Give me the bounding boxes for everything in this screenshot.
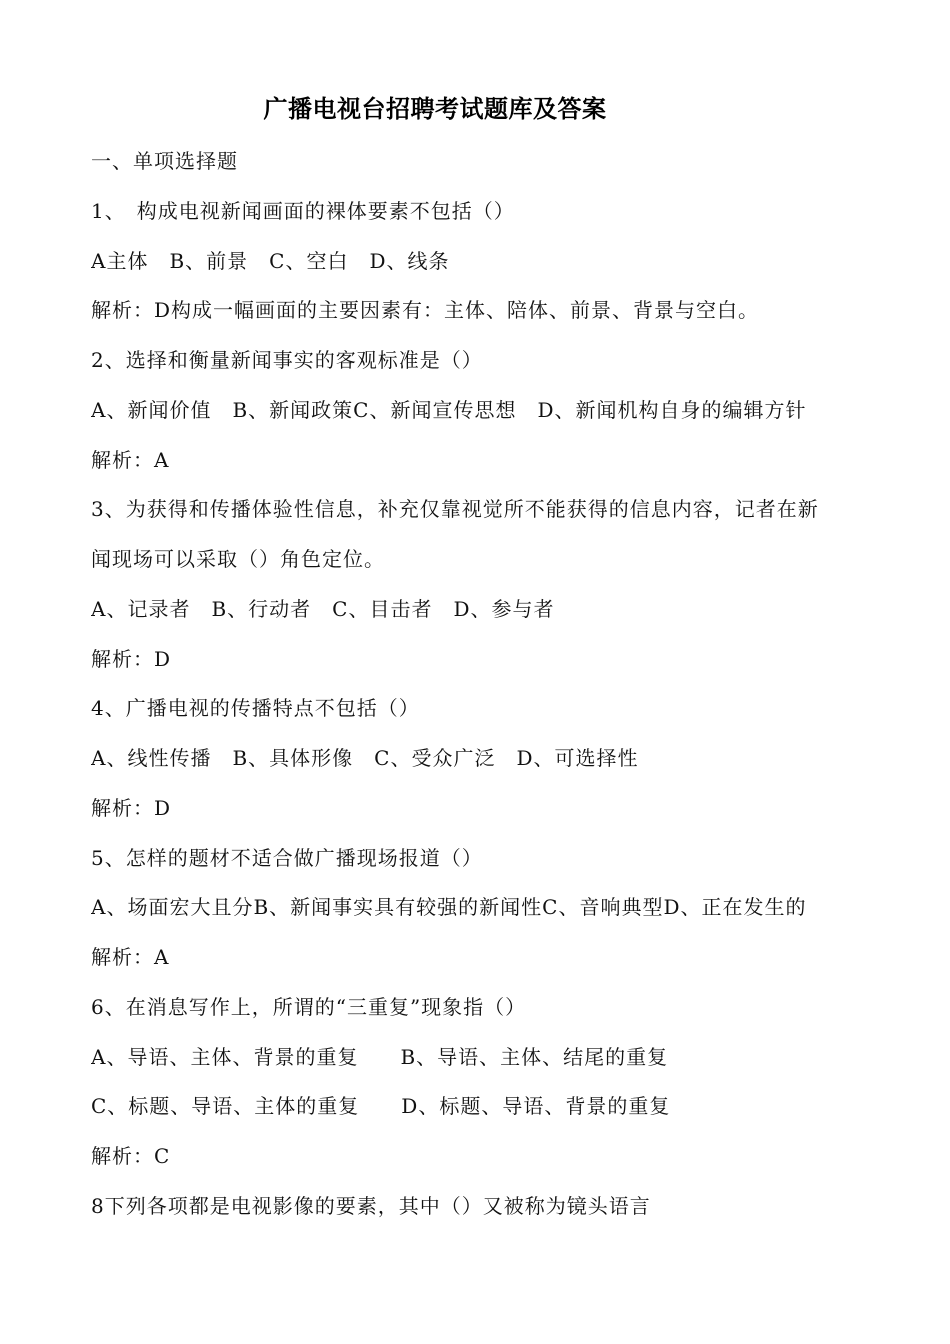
- question-8: 8下列各项都是电视影像的要素，其中（）又被称为镜头语言: [91, 1193, 651, 1218]
- question-1-options: A主体 B、前景 C、空白 D、线条: [91, 248, 450, 273]
- document-title: 广播电视台招聘考试题库及答案: [263, 95, 607, 123]
- question-2-answer: 解析：A: [91, 447, 170, 472]
- question-5: 5、怎样的题材不适合做广播现场报道（）: [91, 845, 483, 870]
- question-2: 2、选择和衡量新闻事实的客观标准是（）: [91, 348, 483, 372]
- section-heading: 一、单项选择题: [91, 149, 238, 173]
- question-3-line-2: 闻现场可以采取（）角色定位。: [91, 547, 385, 571]
- question-6-answer: 解析：C: [91, 1144, 171, 1168]
- question-5-options: A、场面宏大且分B、新闻事实具有较强的新闻性C、音响典型D、正在发生的: [91, 895, 807, 920]
- question-4-options: A、线性传播 B、具体形像 C、受众广泛 D、可选择性: [91, 746, 639, 770]
- question-2-options: A、新闻价值 B、新闻政策C、新闻宣传思想 D、新闻机构自身的编辑方针: [91, 397, 807, 422]
- question-4-answer: 解析：D: [91, 795, 172, 820]
- question-3-line-1: 3、为获得和传播体验性信息，补充仅靠视觉所不能获得的信息内容，记者在新: [91, 497, 819, 522]
- question-6-options-ab: A、导语、主体、背景的重复 B、导语、主体、结尾的重复: [91, 1044, 669, 1069]
- question-5-answer: 解析：A: [91, 945, 170, 969]
- question-6: 6、在消息写作上，所谓的“三重复”现象指（）: [91, 994, 527, 1019]
- question-1-answer: 解析：D构成一幅画面的主要因素有：主体、陪体、前景、背景与空白。: [91, 298, 760, 323]
- question-1: 1、 构成电视新闻画面的裸体要素不包括（）: [91, 198, 515, 223]
- document-body: [91, 144, 871, 1239]
- question-6-options-cd: C、标题、导语、主体的重复 D、标题、导语、背景的重复: [91, 1094, 671, 1119]
- question-4: 4、广播电视的传播特点不包括（）: [91, 696, 420, 721]
- question-3-options: A、记录者 B、行动者 C、目击者 D、参与者: [91, 596, 555, 621]
- question-3-answer: 解析：D: [91, 646, 172, 671]
